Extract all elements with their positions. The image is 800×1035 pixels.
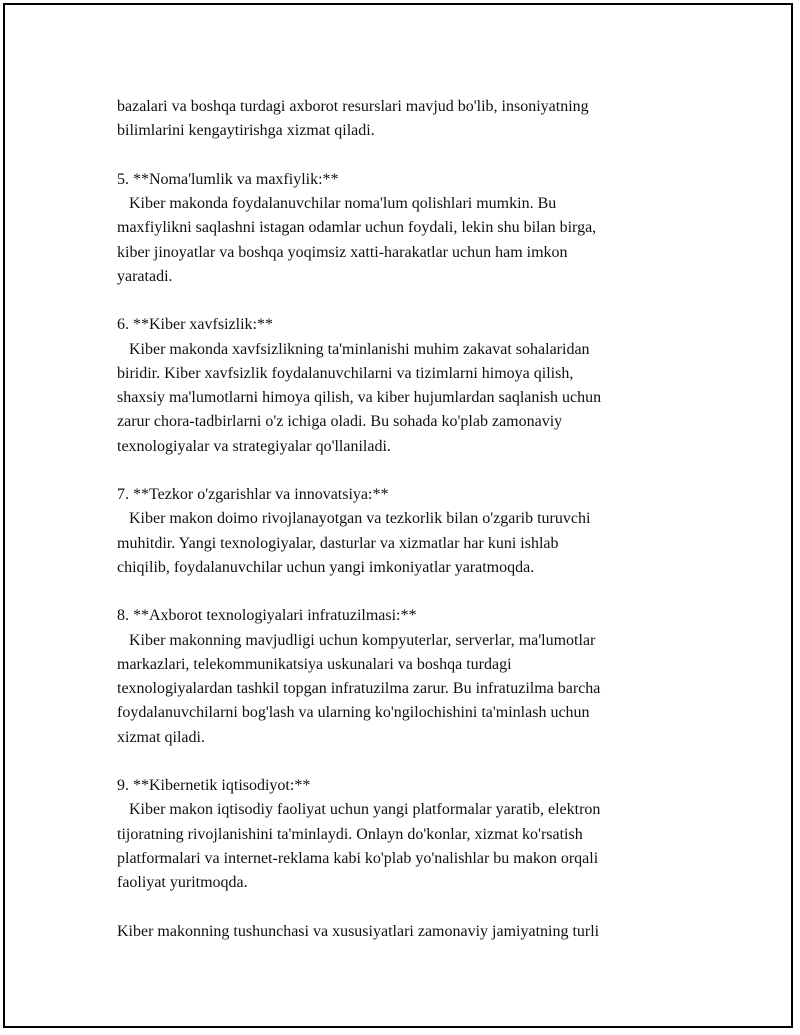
section-heading: 5. **Noma'lumlik va maxfiylik:**: [117, 170, 339, 188]
text-line: foydalanuvchilarni bog'lash va ularning ko'ngilochishini ta'minlash uchun: [117, 704, 590, 722]
text-line: biridir. Kiber xavfsizlik foydalanuvchilarni va tizimlarni himoya qilish,: [117, 364, 574, 382]
text-line: bazalari va boshqa turdagi axborot resurslari mavjud bo'lib, insoniyatning: [117, 98, 589, 115]
document-body: [117, 95, 697, 944]
text-line: shaxsiy ma'lumotlarni himoya qilish, va kiber hujumlardan saqlanish uchun: [117, 389, 602, 406]
blank-line: [117, 895, 697, 919]
text-line: chiqilib, foydalanuvchilar uchun yangi imkoniyatlar yaratmoqda.: [117, 558, 535, 576]
text-line: Kiber makonning tushunchasi va xususiyatlari zamonaviy jamiyatning turli: [117, 922, 600, 940]
blank-line: [117, 144, 697, 168]
text-line: faoliyat yuritmoqda.: [117, 874, 248, 891]
blank-line: [117, 289, 697, 313]
text-line: Kiber makonda foydalanuvchilar noma'lum qolishlari mumkin. Bu: [117, 195, 557, 212]
text-line: texnologiyalardan tashkil topgan infratuzilma zarur. Bu infratuzilma barcha: [117, 680, 601, 697]
text-line: maxfiylikni saqlashni istagan odamlar uchun foydali, lekin shu bilan birga,: [117, 219, 597, 237]
text-line: muhitdir. Yangi texnologiyalar, dasturlar va xizmatlar har kuni ishlab: [117, 534, 559, 552]
section-heading: 8. **Axborot texnologiyalari infratuzilmasi:**: [117, 607, 417, 625]
text-line: texnologiyalar va strategiyalar qo'llaniladi.: [117, 437, 391, 455]
text-line: Kiber makonda xavfsizlikning ta'minlanishi muhim zakavat sohalaridan: [117, 340, 590, 358]
text-line: kiber jinoyatlar va boshqa yoqimsiz xatti-harakatlar uchun ham imkon: [117, 243, 568, 261]
section-heading: 9. **Kibernetik iqtisodiyot:**: [117, 777, 311, 794]
blank-line: [117, 459, 697, 483]
text-line: platformalari va internet-reklama kabi ko'plab yo'nalishlar bu makon orqali: [117, 849, 599, 867]
text-line: Kiber makon iqtisodiy faoliyat uchun yangi platformalar yaratib, elektron: [117, 801, 601, 819]
text-line: bilimlarini kengaytirishga xizmat qiladi.: [117, 122, 375, 140]
blank-line: [117, 580, 697, 604]
blank-line: [117, 750, 697, 774]
text-line: zarur chora-tadbirlarni o'z ichiga oladi. Bu sohada ko'plab zamonaviy: [117, 413, 563, 431]
text-line: xizmat qiladi.: [117, 728, 205, 746]
text-line: tijoratning rivojlanishini ta'minlaydi. Onlayn do'konlar, xizmat ko'rsatish: [117, 825, 583, 843]
section-heading: 6. **Kiber xavfsizlik:**: [117, 316, 273, 334]
text-line: Kiber makonning mavjudligi uchun kompyuterlar, serverlar, ma'lumotlar: [117, 631, 596, 649]
text-line: markazlari, telekommunikatsiya uskunalari va boshqa turdagi: [117, 655, 512, 673]
text-line: yaratadi.: [117, 267, 173, 285]
text-line: Kiber makon doimo rivojlanayotgan va tezkorlik bilan o'zgarib turuvchi: [117, 510, 591, 528]
section-heading: 7. **Tezkor o'zgarishlar va innovatsiya:**: [117, 486, 389, 503]
